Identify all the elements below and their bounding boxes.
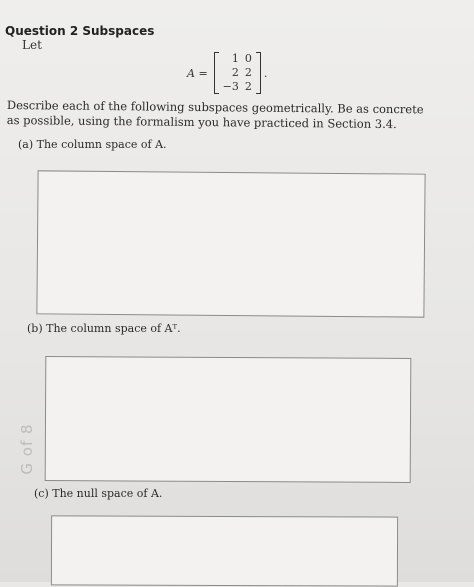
matrix-row (220, 80, 255, 94)
instructions-text: Describe each of the following subspaces geometrically. Be as concrete as possible, using the formalism you have practiced in Section 3.4. (6, 98, 424, 132)
matrix-entries (220, 52, 255, 94)
matrix-a (214, 52, 261, 94)
part-a-label: (a) The column space of A. (18, 138, 167, 151)
part-c-label: (c) The null space of A. (34, 487, 163, 500)
matrix-entry: 1 (231, 52, 239, 65)
matrix-period: . (263, 66, 268, 80)
matrix-entry: −3 (222, 80, 239, 93)
matrix-row (220, 66, 255, 80)
matrix-lhs: A = (187, 66, 208, 80)
answer-box-b[interactable] (45, 356, 412, 483)
matrix-entry: 2 (244, 66, 252, 79)
answer-box-a[interactable] (36, 170, 425, 317)
matrix-row (220, 52, 255, 66)
question-title: Question 2 Subspaces (5, 24, 155, 38)
matrix-definition (187, 52, 267, 94)
matrix-entry: 2 (244, 80, 252, 93)
edge-text: G of 8 (18, 423, 36, 475)
matrix-entry: 2 (231, 66, 239, 79)
part-b-label: (b) The column space of Aᵀ. (27, 322, 181, 335)
matrix-entry: 0 (244, 52, 252, 65)
answer-box-c[interactable] (51, 515, 398, 586)
let-text: Let (22, 38, 42, 52)
